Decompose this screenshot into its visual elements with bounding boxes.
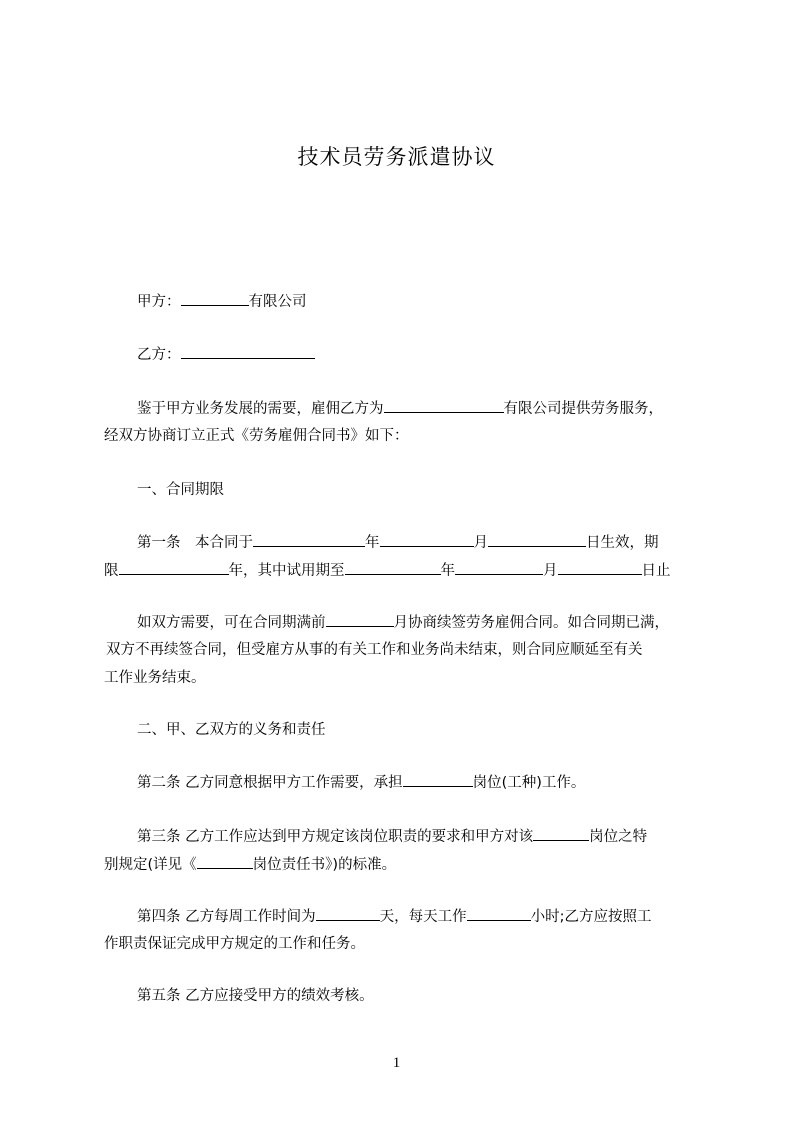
preamble-line-1 xyxy=(137,398,727,419)
article-1-start-day-blank[interactable] xyxy=(488,532,586,547)
article-3-text-2: 岗位之特 xyxy=(589,829,648,845)
article-3-position-blank[interactable] xyxy=(533,826,589,841)
section-2-heading-text: 二、甲、乙双方的义务和责任 xyxy=(137,722,326,738)
party-b-name-blank[interactable] xyxy=(181,344,315,359)
article-4-text-2: 天，每天工作 xyxy=(379,909,467,925)
article-2-text-2: 岗位(工种)工作。 xyxy=(472,775,586,791)
renewal-text-1: 如双方需要，可在合同期满前 xyxy=(137,615,326,631)
article-3-text-4: 岗位责任书》)的标准。 xyxy=(252,857,397,873)
renewal-text-3: 双方不再续签合同，但受雇方从事的有关工作和业务尚未结束，则合同应顺延至有关 xyxy=(106,642,643,658)
party-a-line xyxy=(137,291,727,312)
preamble-company-blank[interactable] xyxy=(384,398,504,413)
article-1-month-unit: 月 xyxy=(473,535,488,551)
article-3-line-2 xyxy=(104,854,694,875)
article-4-text-1: 第四条 乙方每周工作时间为 xyxy=(137,909,316,925)
section-1-heading xyxy=(137,480,727,500)
article-4-hours-blank[interactable] xyxy=(467,906,531,921)
article-1-start-month-blank[interactable] xyxy=(380,532,474,547)
party-b-line xyxy=(137,344,727,365)
preamble-line-2 xyxy=(104,426,694,446)
article-1-line-2 xyxy=(104,560,694,581)
section-2-heading xyxy=(137,720,727,740)
article-2-text-1: 第二条 乙方同意根据甲方工作需要，承担 xyxy=(137,775,403,791)
preamble-text-1: 鉴于甲方业务发展的需要，雇佣乙方为 xyxy=(137,401,384,417)
renewal-text-2: 月协商续签劳务雇佣合同。如合同期已满， xyxy=(393,615,669,631)
article-1-probation-day-blank[interactable] xyxy=(558,560,642,575)
article-1-year-unit: 年 xyxy=(365,535,380,551)
party-a-label: 甲方： xyxy=(137,294,181,310)
article-2-position-blank[interactable] xyxy=(403,772,473,787)
article-1-text-2: 日生效，期 xyxy=(586,535,659,551)
article-3-text-1: 第三条 乙方工作应达到甲方规定该岗位职责的要求和甲方对该 xyxy=(137,829,534,845)
article-1-line-1 xyxy=(137,532,727,553)
section-1-heading-text: 一、合同期限 xyxy=(137,482,224,498)
article-1-text-3: 限 xyxy=(104,563,119,579)
article-1-start-year-blank[interactable] xyxy=(253,532,365,547)
page-number: 1 xyxy=(392,1055,401,1071)
renewal-text-4: 工作业务结束。 xyxy=(104,670,206,686)
renewal-line-1 xyxy=(137,612,727,633)
article-1-probation-month-unit: 月 xyxy=(543,563,558,579)
article-4-line-2 xyxy=(104,934,694,954)
article-1-probation-month-blank[interactable] xyxy=(455,560,543,575)
article-5-line xyxy=(137,986,727,1006)
preamble-text-3: 经双方协商订立正式《劳务雇佣合同书》如下： xyxy=(104,428,409,444)
article-1-text-1: 第一条 本合同于 xyxy=(137,535,253,551)
article-2-line xyxy=(137,772,727,793)
article-4-text-4: 作职责保证完成甲方规定的工作和任务。 xyxy=(104,936,365,952)
renewal-line-3 xyxy=(104,668,694,688)
article-4-days-blank[interactable] xyxy=(316,906,380,921)
article-3-text-3: 别规定(详见《 xyxy=(104,857,197,873)
article-1-probation-year-blank[interactable] xyxy=(345,560,441,575)
article-4-text-3: 小时;乙方应按照工 xyxy=(530,909,652,925)
party-b-label: 乙方： xyxy=(137,347,181,363)
article-5-text: 第五条 乙方应接受甲方的绩效考核。 xyxy=(137,988,374,1004)
party-a-name-blank[interactable] xyxy=(181,291,249,306)
article-1-term-blank[interactable] xyxy=(119,560,229,575)
article-1-text-5: 日止 xyxy=(641,563,671,579)
article-3-responsibility-blank[interactable] xyxy=(197,854,253,869)
article-3-line-1 xyxy=(137,826,727,847)
preamble-text-2: 有限公司提供劳务服务， xyxy=(503,401,663,417)
article-1-text-4: 年，其中试用期至 xyxy=(228,563,345,579)
article-4-line-1 xyxy=(137,906,727,927)
article-1-probation-year-unit: 年 xyxy=(440,563,455,579)
document-title: 技术员劳务派遣协议 xyxy=(297,145,496,169)
renewal-line-2 xyxy=(106,640,696,660)
renewal-month-blank[interactable] xyxy=(326,612,394,627)
party-a-suffix: 有限公司 xyxy=(248,294,307,310)
